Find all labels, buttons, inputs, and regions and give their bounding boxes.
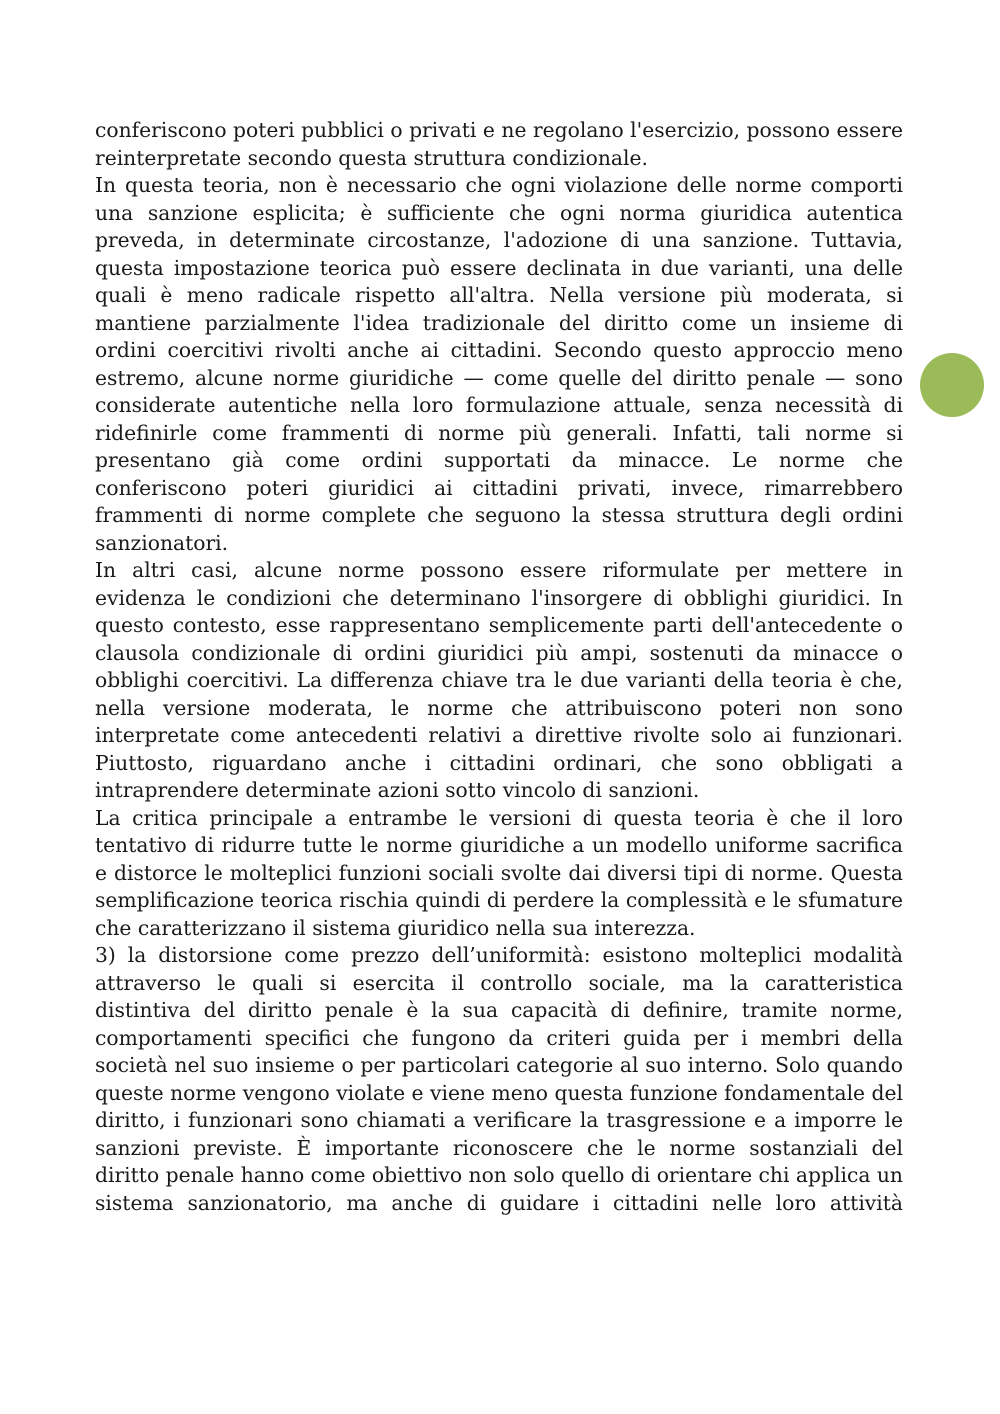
paragraph-1: conferiscono poteri pubblici o privati e ne regolano l'esercizio, possono essere reinterpretate secondo questa struttura condizionale. xyxy=(95,118,903,170)
paragraph-5: 3) la distorsione come prezzo dell’uniformità: esistono molteplici modalità attraverso le quali si esercita il controllo sociale, ma la caratteristica distintiva del diritto penale è la sua capacità di definire, tramite norme, comportamenti specifici che fungono da criteri guida per i membri della società nel suo insieme o per particolari categorie al suo interno. Solo quando queste norme vengono violate e viene meno questa funzione fondamentale del diritto, i funzionari sono chiamati a verificare la trasgressione e a imporre le sanzioni previste. È importante riconoscere che le norme sostanziali del diritto penale hanno come obiettivo non solo quello di orientare chi applica un sistema sanzionatorio, ma anche di guidare i cittadini nelle loro attività xyxy=(95,943,903,1215)
paragraph-4: La critica principale a entrambe le versioni di questa teoria è che il loro tentativo di ridurre tutte le norme giuridiche a un modello uniforme sacrifica e distorce le molteplici funzioni sociali svolte dai diversi tipi di norme. Questa semplificazione teorica rischia quindi di perdere la complessità e le sfumature che caratterizzano il sistema giuridico nella sua interezza. xyxy=(95,805,903,940)
paragraph-3: In altri casi, alcune norme possono essere riformulate per mettere in evidenza le condizioni che determinano l'insorgere di obblighi giuridici. In questo contesto, esse rappresentano semplicemente parti dell'antecedente o clausola condizionale di ordini giuridici più ampi, sostenuti da minacce o obblighi coercitivi. La differenza chiave tra le due varianti della teoria è che, nella versione moderata, le norme che attribuiscono poteri non sono interpretate come antecedenti relativi a direttive rivolte solo ai funzionari. Piuttosto, riguardano anche i cittadini ordinari, che sono obbligati a intraprendere determinate azioni sotto vincolo di sanzioni. xyxy=(95,558,903,802)
green-circle-marker xyxy=(920,353,984,417)
body-text xyxy=(95,117,903,1217)
paragraph-2: In questa teoria, non è necessario che ogni violazione delle norme comporti una sanzione esplicita; è sufficiente che ogni norma giuridica autentica preveda, in determinate circostanze, l'adozione di una sanzione. Tuttavia, questa impostazione teorica può essere declinata in due varianti, una delle quali è meno radicale rispetto all'altra. Nella versione più moderata, si mantiene parzialmente l'idea tradizionale del diritto come un insieme di ordini coercitivi rivolti anche ai cittadini. Secondo questo approccio meno estremo, alcune norme giuridiche — come quelle del diritto penale — sono considerate autentiche nella loro formulazione attuale, senza necessità di ridefinirle come frammenti di norme più generali. Infatti, tali norme si presentano già come ordini supportati da minacce. Le norme che conferiscono poteri giuridici ai cittadini privati, invece, rimarrebbero frammenti di norme complete che seguono la stessa struttura degli ordini sanzionatori. xyxy=(95,173,903,555)
